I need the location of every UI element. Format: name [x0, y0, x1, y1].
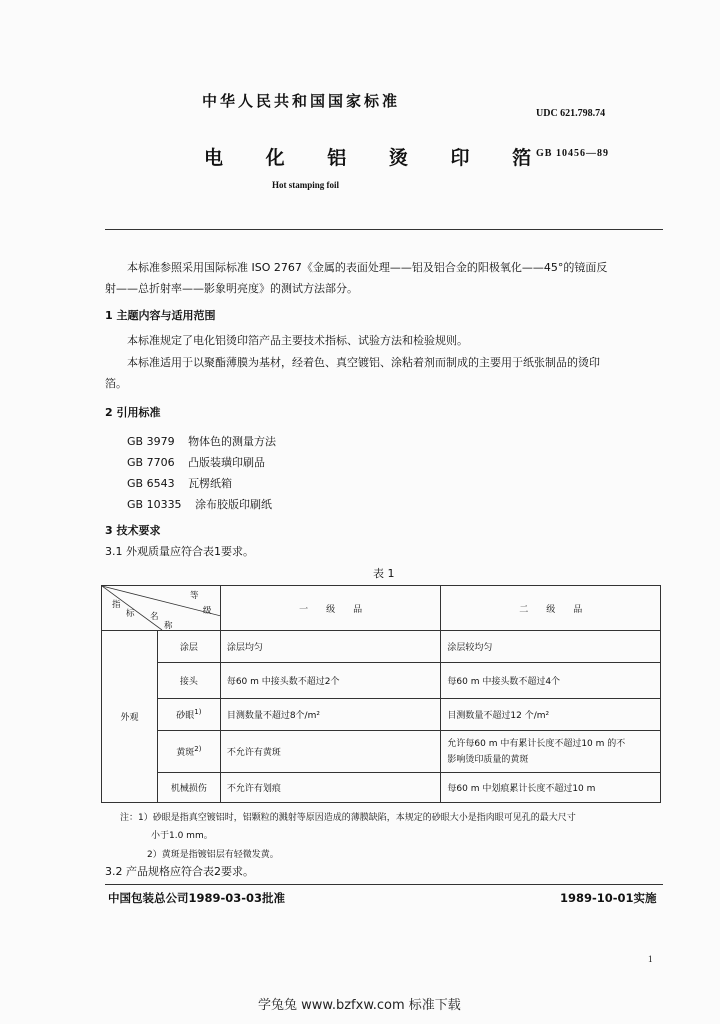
- diag-label-deng: 等: [190, 591, 199, 601]
- category-cell: 外观: [102, 631, 158, 803]
- grade-2-cell: 涂层较均匀: [441, 631, 661, 663]
- clause-3-2: 3.2 产品规格应符合表2要求。: [105, 865, 254, 878]
- diag-label-cheng: 称: [164, 621, 173, 631]
- referenced-standard: [127, 433, 276, 449]
- section-1-para-2: 本标准适用于以聚酯薄膜为基材，经着色、真空镀铝、涂粘着剂而制成的主要用于纸张制品的烫印: [127, 356, 600, 369]
- row-name: 接头: [157, 663, 220, 699]
- grade-2-cell: 目测数量不超过12 个/m²: [441, 699, 661, 731]
- standard-name: 瓦楞纸箱: [188, 477, 233, 490]
- grade-1-cell: 不允许有黄斑: [220, 731, 441, 773]
- standard-code: GB 10335: [127, 498, 182, 511]
- column-header-grade-1: 一 级 品: [220, 586, 441, 631]
- header-rule: [105, 229, 663, 230]
- section-1-para-1: 本标准规定了电化铝烫印箔产品主要技术指标、试验方法和检验规则。: [127, 334, 468, 347]
- document-title: 电 化 铝 烫 印 箔: [204, 147, 550, 169]
- grade-2-line-2: 影响烫印质量的黄斑: [447, 754, 529, 765]
- issuing-authority: 中华人民共和国国家标准: [202, 92, 401, 110]
- grade-1-cell: 目测数量不超过8个/m²: [220, 699, 441, 731]
- column-header-grade-2: 二 级 品: [441, 586, 661, 631]
- row-name-text: 黄斑: [176, 748, 195, 758]
- standard-name: 物体色的测量方法: [188, 435, 277, 448]
- standard-name: 凸版装璜印刷品: [188, 456, 266, 469]
- grade-1-cell: 涂层均匀: [220, 631, 441, 663]
- page-number: 1: [648, 954, 653, 964]
- section-1-heading: 1 主题内容与适用范围: [105, 309, 216, 322]
- diagonal-header-cell: [102, 586, 221, 631]
- site-watermark: 学兔兔 www.bzfxw.com 标准下载: [258, 998, 461, 1013]
- footnote-ref: 1): [194, 708, 202, 716]
- table-caption: 表 1: [373, 567, 395, 580]
- intro-line-1: 本标准参照采用国际标准 ISO 2767《金属的表面处理——铝及铝合金的阳极氧化——45°的镜面反: [127, 261, 608, 274]
- row-name-text: 砂眼: [176, 711, 195, 721]
- footer-rule: [105, 884, 663, 885]
- standard-name: 涂布胶版印刷纸: [195, 498, 273, 511]
- grade-2-cell: [441, 731, 661, 773]
- effective-date: 1989-10-01实施: [560, 891, 657, 905]
- section-2-heading: 2 引用标准: [105, 406, 161, 419]
- note-1: 注：1）砂眼是指真空镀铝时，铝颗粒的溅射等原因造成的薄膜缺陷，本规定的砂眼大小是指肉眼可见孔的最大尺寸: [120, 813, 576, 823]
- grade-2-cell: 每60 m 中划痕累计长度不超过10 m: [441, 773, 661, 803]
- note-2: 2）黄斑是指镀铝层有轻微发黄。: [147, 850, 279, 860]
- diag-label-ji: 级: [203, 606, 212, 616]
- standard-code: GB 7706: [127, 456, 175, 469]
- standard-code: GB 3979: [127, 435, 175, 448]
- referenced-standard: [127, 475, 232, 491]
- section-1-para-2-cont: 箔。: [105, 377, 127, 390]
- diag-label-ming: 名: [150, 612, 159, 622]
- english-title: Hot stamping foil: [272, 180, 340, 190]
- intro-line-2: 射——总折射率——影象明亮度》的测试方法部分。: [105, 282, 358, 295]
- referenced-standard: [127, 454, 265, 470]
- udc-code: UDC 621.798.74: [536, 108, 606, 119]
- approval-line: 中国包装总公司1989-03-03批准: [108, 891, 286, 905]
- table-1: [101, 585, 661, 803]
- diag-label-biao: 标: [126, 609, 135, 619]
- row-name: [157, 699, 220, 731]
- grade-1-cell: 不允许有划痕: [220, 773, 441, 803]
- grade-2-line-1: 允许每60 m 中有累计长度不超过10 m 的不: [447, 738, 626, 749]
- grade-1-cell: 每60 m 中接头数不超过2个: [220, 663, 441, 699]
- standard-number: GB 10456—89: [536, 148, 609, 159]
- referenced-standard: [127, 496, 272, 512]
- note-1-cont: 小于1.0 mm。: [151, 831, 213, 841]
- row-name: [157, 731, 220, 773]
- standard-code: GB 6543: [127, 477, 175, 490]
- footnote-ref: 2): [194, 745, 202, 753]
- grade-2-cell: 每60 m 中接头数不超过4个: [441, 663, 661, 699]
- row-name: 机械损伤: [157, 773, 220, 803]
- section-3-heading: 3 技术要求: [105, 524, 161, 537]
- row-name: 涂层: [157, 631, 220, 663]
- clause-3-1: 3.1 外观质量应符合表1要求。: [105, 545, 254, 558]
- diag-label-zhi: 指: [112, 600, 121, 610]
